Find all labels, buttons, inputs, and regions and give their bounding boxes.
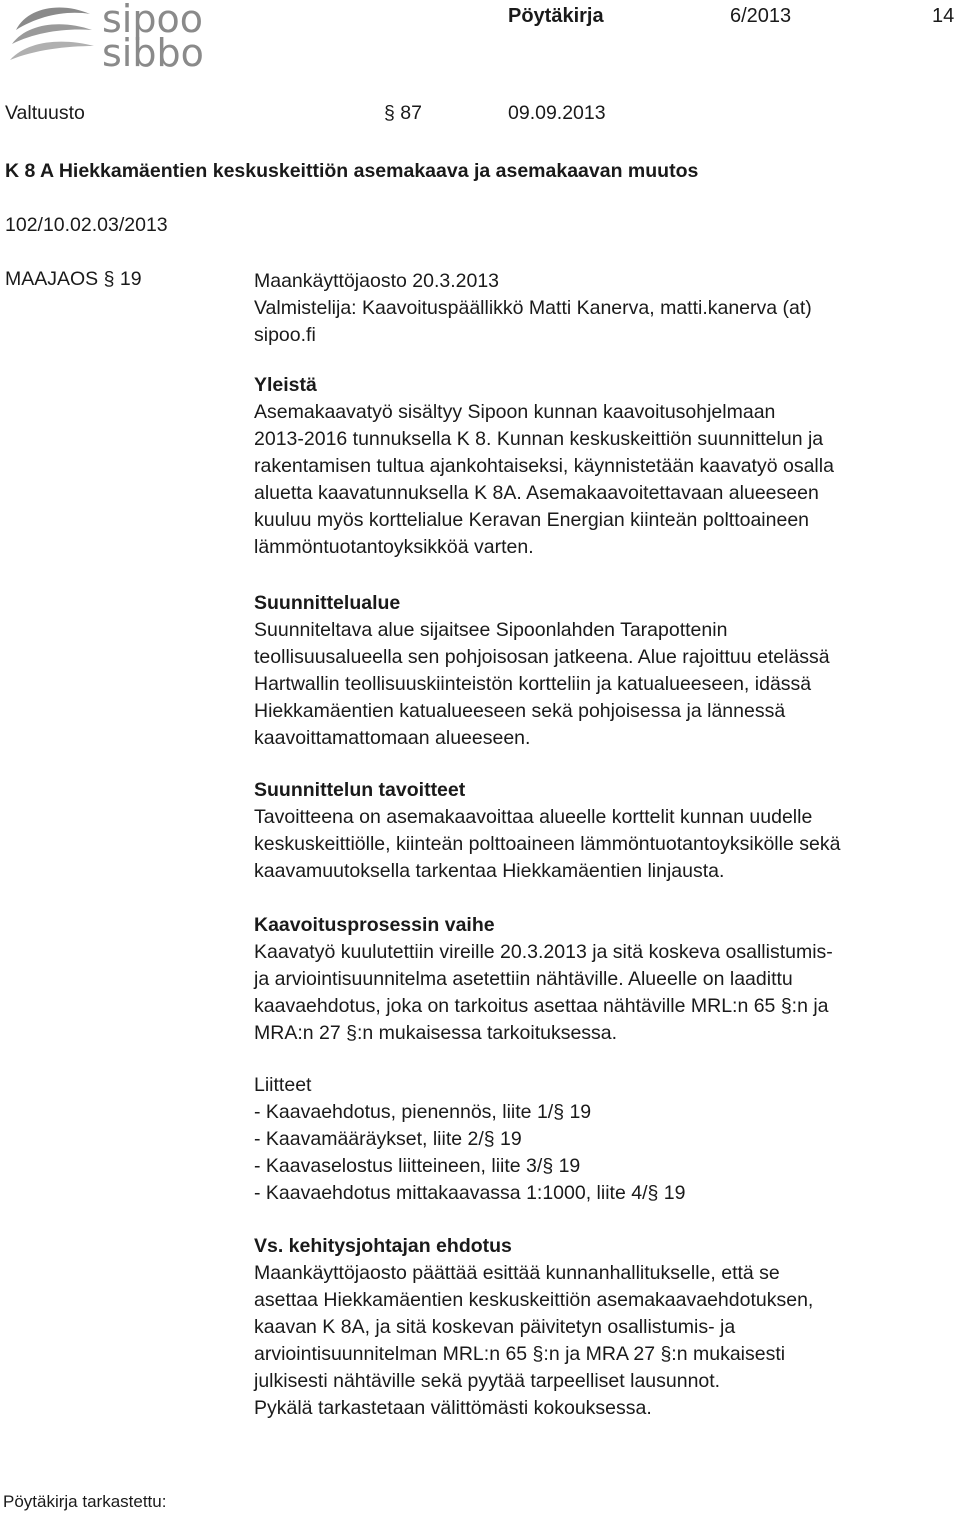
meeting-date: 09.09.2013 <box>508 102 606 124</box>
section-line: kaavaehdotus, joka on tarkoitus asettaa nähtäville MRL:n 65 §:n ja <box>254 995 829 1017</box>
page-number: 14 <box>932 5 955 27</box>
section-line: kuuluu myös korttelialue Keravan Energian kiinteän polttoaineen <box>254 509 810 531</box>
logo-mark-icon <box>8 0 98 70</box>
section-line: Hartwallin teollisuuskiinteistön kortteliin ja katualueeseen, idässä <box>254 673 812 695</box>
attachment-item: - Kaavaselostus liitteineen, liite 3/§ 19 <box>254 1155 581 1177</box>
footer-checked-label: Pöytäkirja tarkastettu: <box>3 1492 167 1511</box>
committee-date: Maankäyttöjaosto 20.3.2013 <box>254 270 500 292</box>
section-line: Asemakaavatyö sisältyy Sipoon kunnan kaavoitusohjelmaan <box>254 401 776 423</box>
section-line: kaavan K 8A, ja sitä koskevan päivitetyn osallistumis- ja <box>254 1316 736 1338</box>
section-line: Kaavatyö kuulutettiin vireille 20.3.2013 ja sitä koskeva osallistumis- <box>254 941 833 963</box>
section-line: Suunniteltava alue sijaitsee Sipoonlahden Tarapottenin <box>254 619 728 641</box>
section-goals <box>254 777 958 885</box>
section-proposal <box>254 1233 958 1422</box>
doc-type-label: Pöytäkirja <box>508 5 604 27</box>
section-phase <box>254 912 958 1047</box>
section-line: aluetta kaavatunnuksella K 8A. Asemakaavoitettavaan alueeseen <box>254 482 819 504</box>
section-line: teollisuusalueella sen pohjoisosan jatkeena. Alue rajoittuu etelässä <box>254 646 830 668</box>
section-line: arviointisuunnitelman MRL:n 65 §:n ja MRA 27 §:n mukaisesti <box>254 1343 786 1365</box>
section-line: ja arviointisuunnitelma asetettiin nähtäville. Alueelle on laadittu <box>254 968 793 990</box>
item-title: K 8 A Hiekkamäentien keskuskeittiön asemakaava ja asemakaavan muutos <box>5 160 699 182</box>
section-line: julkisesti nähtäville sekä pyytää tarpeelliset lausunnot. <box>254 1370 721 1392</box>
preparer-line-1: Valmistelija: Kaavoituspäällikkö Matti Kanerva, matti.kanerva (at) <box>254 297 812 319</box>
section-line: keskuskeittiölle, kiinteän polttoaineen lämmöntuotantoyksikölle sekä <box>254 833 841 855</box>
section-line: rakentamisen tultua ajankohtaiseksi, käynnistetään kaavatyö osalla <box>254 455 834 477</box>
section-area <box>254 590 958 752</box>
meeting-body: Valtuusto <box>5 102 85 124</box>
issue-number: 6/2013 <box>730 5 792 27</box>
section-heading: Vs. kehitysjohtajan ehdotus <box>254 1235 512 1257</box>
attachment-item: - Kaavaehdotus, pienennös, liite 1/§ 19 <box>254 1101 592 1123</box>
section-line: asettaa Hiekkamäentien keskuskeittiön asemakaavaehdotuksen, <box>254 1289 814 1311</box>
section-heading: Suunnittelualue <box>254 592 401 614</box>
logo-word-sibbo: sibbo <box>102 31 204 75</box>
section-line: lämmöntuotantoyksikköä varten. <box>254 536 534 558</box>
attachment-item: - Kaavaehdotus mittakaavassa 1:1000, liite 4/§ 19 <box>254 1182 686 1204</box>
section-line: kaavoittamattomaan alueeseen. <box>254 727 531 749</box>
record-id: 102/10.02.03/2013 <box>5 214 168 236</box>
sipoo-sibbo-logo <box>8 0 258 75</box>
section-heading: Kaavoitusprosessin vaihe <box>254 914 495 936</box>
section-line: kaavamuutoksella tarkentaa Hiekkamäentien linjausta. <box>254 860 725 882</box>
section-attachments <box>254 1072 958 1207</box>
preparer-line-2: sipoo.fi <box>254 324 316 346</box>
section-heading: Yleistä <box>254 374 317 396</box>
handling-block <box>254 268 958 349</box>
section-line: Maankäyttöjaosto päättää esittää kunnanhallitukselle, että se <box>254 1262 780 1284</box>
section-line: Hiekkamäentien katualueeseen sekä pohjoisessa ja lännessä <box>254 700 786 722</box>
section-heading: Liitteet <box>254 1074 312 1096</box>
handling-label: MAAJAOS § 19 <box>5 268 142 290</box>
section-line: 2013-2016 tunnuksella K 8. Kunnan keskuskeittiön suunnittelun ja <box>254 428 824 450</box>
attachment-item: - Kaavamääräykset, liite 2/§ 19 <box>254 1128 522 1150</box>
section-general <box>254 372 958 561</box>
section-heading: Suunnittelun tavoitteet <box>254 779 466 801</box>
section-line: MRA:n 27 §:n mukaisessa tarkoituksessa. <box>254 1022 618 1044</box>
section-line: Tavoitteena on asemakaavoittaa alueelle korttelit kunnan uudelle <box>254 806 813 828</box>
section-line: Pykälä tarkastetaan välittömästi kokouksessa. <box>254 1397 652 1419</box>
meeting-paragraph: § 87 <box>384 102 422 124</box>
logo-word-sipoo: sipoo <box>102 0 203 41</box>
